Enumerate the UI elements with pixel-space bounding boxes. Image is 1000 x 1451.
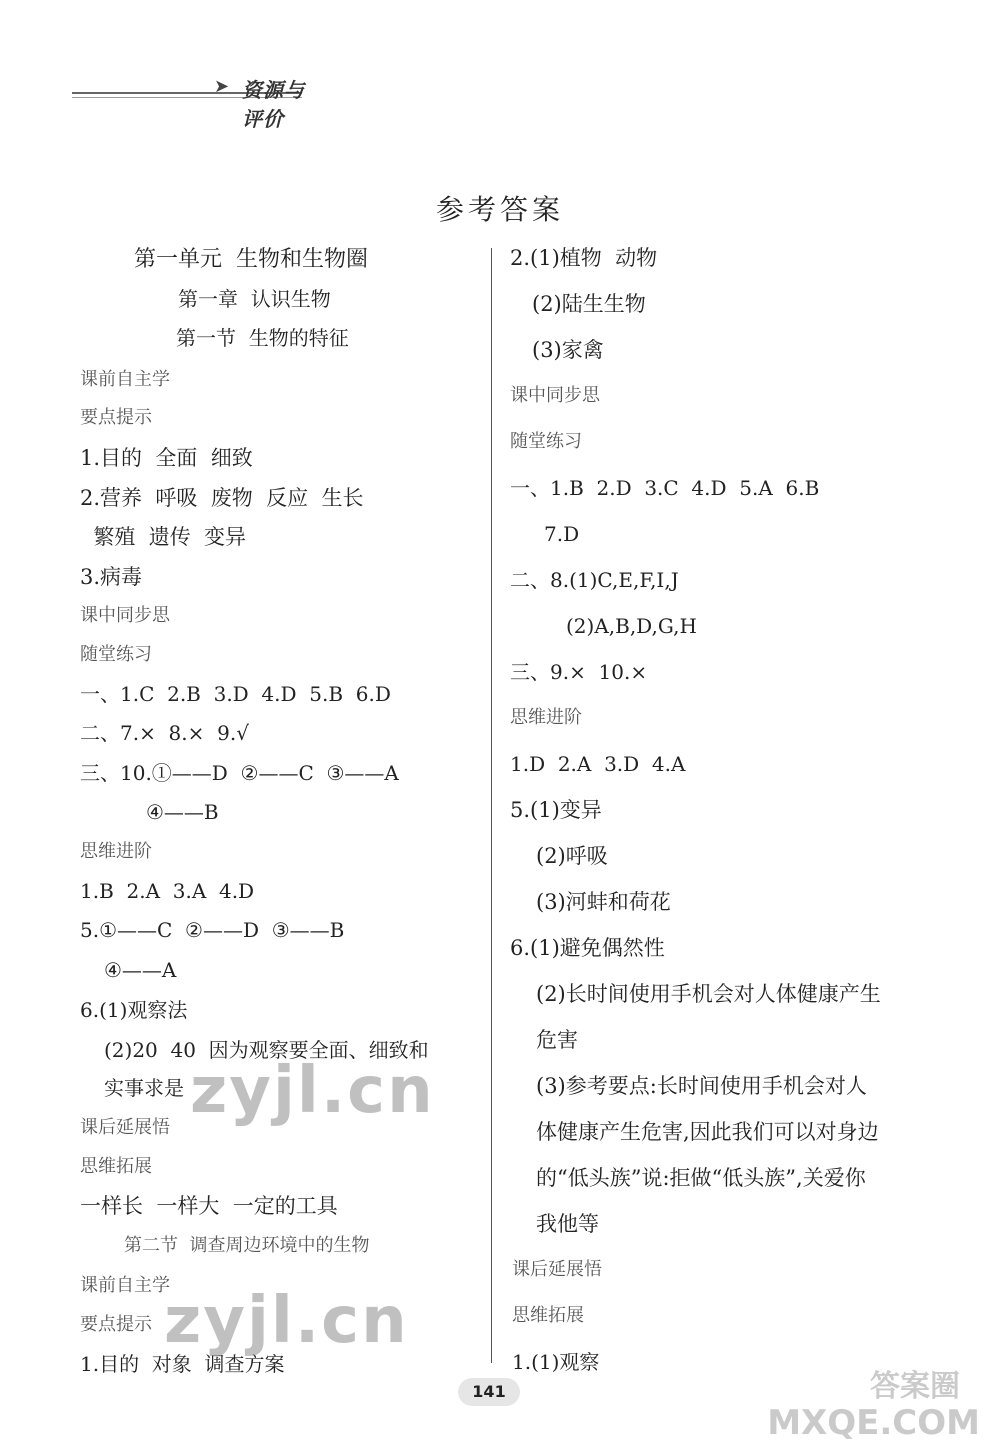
answer-line: ④——B [146,800,219,824]
chapter-heading: 第一章 认识生物 [178,287,331,311]
answer-line: 体健康产生危害,因此我们可以对身边 [536,1120,879,1144]
answer-line: 6.(1)观察法 [80,998,188,1022]
answer-line: 2.营养 呼吸 废物 反应 生长 [80,486,364,510]
answer-line: (3)家禽 [532,338,604,362]
subsection-label: 课后延展悟 [80,1117,170,1138]
answer-line: 7.D [544,522,580,546]
subsection-label: 课中同步思 [510,385,600,406]
subsection-label: 思维进阶 [80,841,152,862]
watermark: zyjl.cn [164,1284,409,1358]
subsection-label: 课中同步思 [80,605,170,626]
subsection-label: 随堂练习 [510,431,582,452]
subsection-label: 思维拓展 [512,1305,584,1326]
answer-line: 一样长 一样大 一定的工具 [80,1194,338,1218]
answer-line: 3.病毒 [80,565,143,589]
answer-line: 我他等 [536,1212,599,1236]
column-divider [491,248,492,1363]
answer-line: 1.D 2.A 3.D 4.A [510,752,686,776]
subsection-label: 要点提示 [80,1314,152,1335]
answer-line: (2)呼吸 [536,844,608,868]
subsection-label: 思维进阶 [510,707,582,728]
answer-line: 5.①——C ②——D ③——B [80,918,345,942]
answer-line: 三、10.①——D ②——C ③——A [80,761,399,785]
answer-line: (2)长时间使用手机会对人体健康产生 [536,982,881,1006]
answer-line: 一、1.C 2.B 3.D 4.D 5.B 6.D [80,682,391,706]
answer-line: 1.目的 全面 细致 [80,446,253,470]
answer-line: 二、8.(1)C,E,F,I,J [510,568,679,592]
subsection-label: 思维拓展 [80,1156,152,1177]
subsection-label: 课前自主学 [80,369,170,390]
subsection-label: 要点提示 [80,407,152,428]
answer-line: 一、1.B 2.D 3.C 4.D 5.A 6.B [510,476,820,500]
answer-line: ④——A [104,958,177,982]
page-title: 参考答案 [435,193,564,226]
answer-line: (2)陆生生物 [532,292,646,316]
watermark-site: MXQE.COM [767,1403,980,1443]
subsection-label: 随堂练习 [80,644,152,665]
answer-line: 1.B 2.A 3.A 4.D [80,879,255,903]
answer-line: 的“低头族”说:拒做“低头族”,关爱你 [536,1166,866,1190]
answer-line: (3)河蚌和荷花 [536,890,671,914]
header-label: 资源与评价 [242,78,305,131]
section-header [72,68,312,131]
section-heading: 第二节 调查周边环境中的生物 [124,1235,370,1256]
answer-line: 2.(1)植物 动物 [510,246,658,270]
answer-line: (2)A,B,D,G,H [566,614,697,638]
unit-heading: 第一单元 生物和生物圈 [134,247,368,272]
arrow-icon: ➤ [214,76,230,97]
page-number: 141 [458,1378,520,1406]
answer-line: 二、7.× 8.× 9.√ [80,721,249,745]
answer-line: 1.目的 对象 调查方案 [80,1352,285,1376]
answer-line: 5.(1)变异 [510,798,602,822]
answer-line: 实事求是 [104,1076,184,1100]
answer-line: 繁殖 遗传 变异 [80,525,247,549]
answer-line: 1.(1)观察 [512,1350,600,1374]
watermark: zyjl.cn [190,1054,435,1128]
answer-line: 三、9.× 10.× [510,660,648,684]
subsection-label: 课后延展悟 [512,1259,602,1280]
answer-line: 6.(1)避免偶然性 [510,936,665,960]
subsection-label: 课前自主学 [80,1275,170,1296]
watermark-logo: 答案圈 [870,1369,960,1404]
answer-line: (3)参考要点:长时间使用手机会对人 [536,1074,867,1098]
section-heading: 第一节 生物的特征 [176,326,349,350]
answer-line: 危害 [536,1028,578,1052]
answer-line: (2)20 40 因为观察要全面、细致和 [104,1038,429,1062]
